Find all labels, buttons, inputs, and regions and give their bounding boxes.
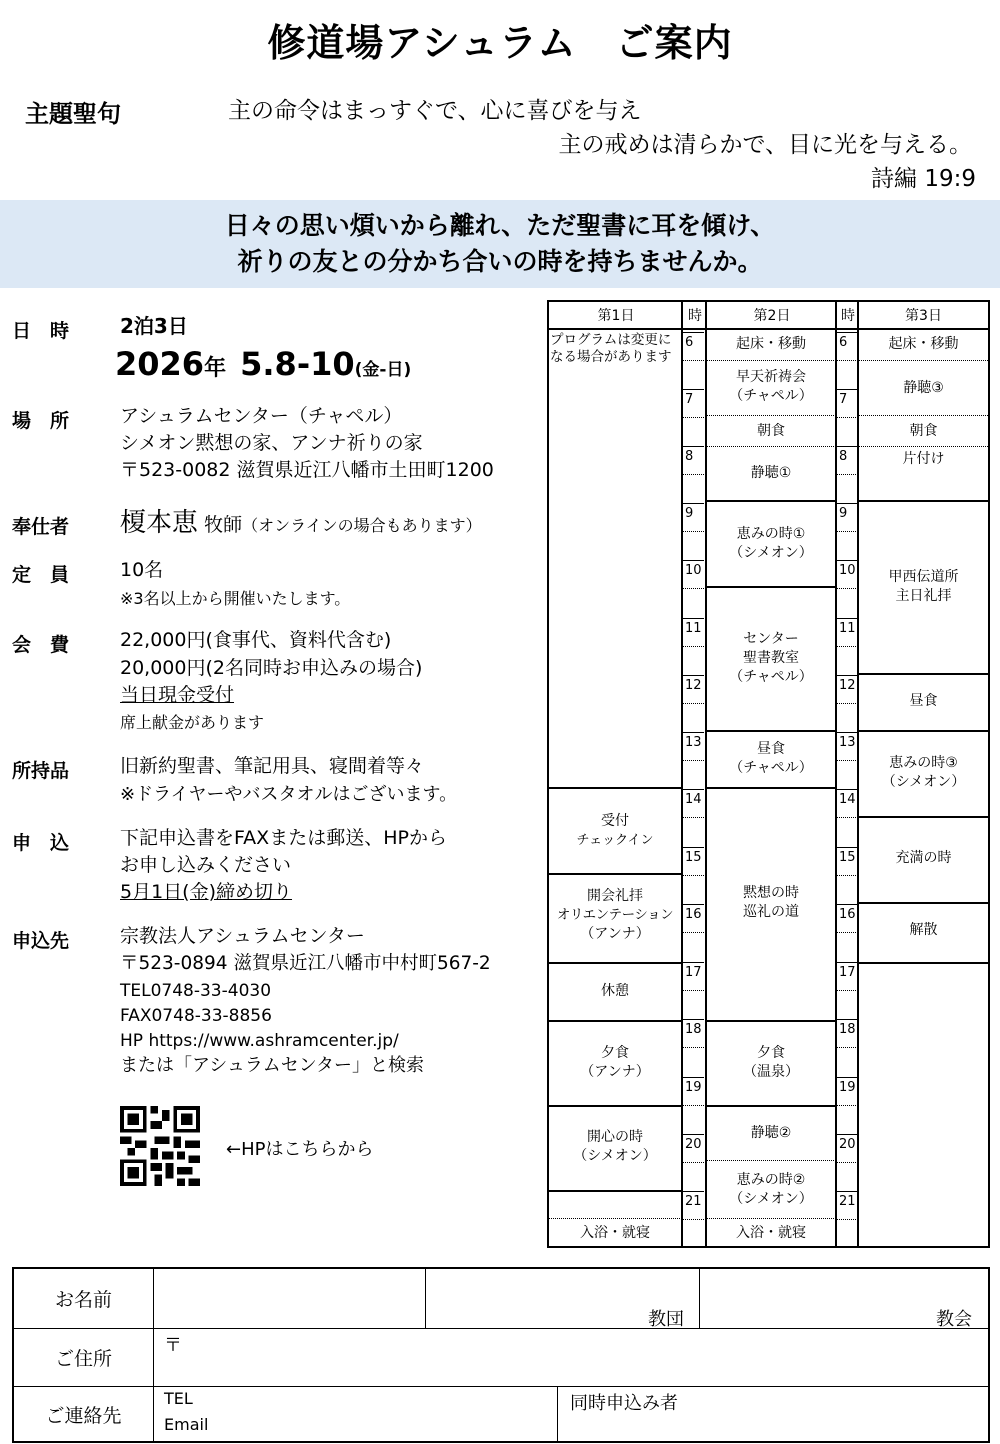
day1-bath: 入浴・就寝 (580, 1225, 650, 1241)
leader-title: 牧師 (204, 514, 243, 536)
date-nen: 年 (204, 356, 227, 381)
day1-opening-l1: 開会礼拝 (587, 888, 643, 904)
half-hour-line (836, 703, 858, 704)
hour-line (682, 675, 704, 676)
qr-code-icon[interactable] (120, 1106, 200, 1186)
half-hour-line (836, 417, 858, 418)
day2-meditation-l2: 巡礼の道 (743, 904, 799, 920)
day2-silence2: 静聴② (750, 1125, 792, 1141)
half-hour-line (836, 531, 858, 532)
apply-label: 申 込 (12, 832, 70, 854)
day3-worship-l2: 主日礼拝 (895, 588, 952, 604)
form-row-contact (14, 1387, 988, 1441)
hour-time2-15: 15 (839, 850, 856, 865)
half-hour-line (682, 817, 704, 818)
capacity-value: 10名 (120, 559, 164, 581)
capacity-note: ※3名以上から開催いたします。 (120, 589, 351, 608)
theme-verse-line1: 主の命令はまっすぐで、心に喜びを与え (228, 98, 642, 124)
hour-line (682, 1019, 704, 1020)
day3-breakfast: 朝食 (909, 423, 938, 439)
half-hour-line (836, 588, 858, 589)
fee-line4: 席上献金があります (120, 713, 265, 732)
schedule-table (547, 300, 990, 1248)
hour-line (836, 618, 858, 619)
day3-grace3 (859, 754, 988, 792)
half-hour-line (682, 417, 704, 418)
schedule-note: プログラムは変更になる場合があります (550, 332, 672, 365)
page-title: 修道場アシュラム ご案内 (267, 21, 733, 65)
invitation-banner (0, 200, 1000, 288)
hour-time2-7: 7 (839, 392, 848, 407)
hour-line (836, 1077, 858, 1078)
fee-line2: 20,000円(2名同時お申込みの場合) (120, 657, 423, 679)
half-hour-line (836, 646, 858, 647)
half-hour-line (682, 703, 704, 704)
day2-morning-prayer (707, 368, 835, 406)
name-label: お名前 (14, 1269, 154, 1328)
hour-time1-9: 9 (685, 506, 694, 521)
name-field[interactable] (154, 1269, 426, 1329)
half-hour-line (836, 1162, 858, 1163)
day1-rest: 休憩 (601, 983, 629, 999)
hour-line (682, 332, 704, 333)
half-hour-line (836, 875, 858, 876)
hour-line (836, 560, 858, 561)
leader-note: （オンラインの場合もあります） (242, 516, 482, 535)
day3-worship-l1: 甲西伝道所 (888, 569, 959, 585)
day2-lunch-l2: （チャペル） (729, 760, 813, 776)
hour-time2-19: 19 (839, 1080, 856, 1095)
day1-open-heart (549, 1128, 681, 1166)
hour-line (836, 503, 858, 504)
day3-worship (859, 568, 988, 606)
apply-line2: お申し込みください (120, 854, 292, 876)
hour-time2-21: 21 (839, 1194, 856, 1209)
items-line1: 旧新約聖書、筆記用具、寝間着等々 (120, 755, 425, 777)
hour-time2-14: 14 (839, 792, 856, 807)
banner-line1: 日々の思い煩いから離れ、ただ聖書に耳を傾け、 (224, 211, 776, 240)
hour-line (682, 904, 704, 905)
day3-dismiss: 解散 (909, 922, 938, 938)
hour-time2-10: 10 (839, 563, 856, 578)
capacity-label: 定 員 (12, 564, 70, 586)
leader-line (120, 506, 482, 543)
day3-grace3-l1: 恵みの時③ (889, 755, 958, 771)
day3-cleanup: 片付け (902, 451, 945, 467)
contact-address: 〒523-0894 滋賀県近江八幡市中村町567-2 (120, 953, 491, 974)
half-hour-line (836, 1219, 858, 1220)
hour-time1-13: 13 (685, 735, 702, 750)
hour-line (836, 847, 858, 848)
apply-deadline: 5月1日(金)締め切り (120, 881, 293, 903)
half-hour-line (836, 990, 858, 991)
day1-opening-l2: オリエンテーション (556, 907, 674, 923)
day1-dinner-l2: （アンナ） (580, 1064, 650, 1080)
day2-bible-l1: センター (743, 631, 799, 647)
hour-time2-9: 9 (839, 506, 848, 521)
hour-time2-17: 17 (839, 965, 856, 980)
day3-lunch: 昼食 (909, 693, 938, 709)
hour-line (682, 1077, 704, 1078)
church-field[interactable] (700, 1269, 988, 1329)
hour-time2-13: 13 (839, 735, 856, 750)
contact-fax: FAX0748-33-8856 (120, 1006, 272, 1026)
day2-breakfast: 朝食 (757, 423, 785, 439)
leader-label: 奉仕者 (12, 516, 70, 538)
hour-time1-11: 11 (685, 621, 702, 636)
date-main (115, 344, 411, 390)
fee-label: 会 費 (12, 634, 70, 656)
email-label: Email (164, 1415, 209, 1434)
day1-dinner (549, 1044, 681, 1082)
form-row-name (14, 1269, 988, 1329)
hour-line (836, 675, 858, 676)
hour-time1-19: 19 (685, 1080, 702, 1095)
tel-email-field[interactable] (154, 1387, 558, 1441)
half-hour-line (682, 1162, 704, 1163)
day2-bath: 入浴・就寝 (736, 1225, 806, 1241)
place-line3: 〒523-0082 滋賀県近江八幡市土田町1200 (120, 459, 494, 481)
day2-dinner-l1: 夕食 (757, 1045, 785, 1061)
day2-bible-l3: （チャペル） (729, 669, 813, 685)
hour-line (836, 389, 858, 390)
header-day1: 第1日 (549, 302, 683, 330)
theme-verse-line2: 主の戒めは清らかで、目に光を与える。 (558, 132, 972, 158)
address-field[interactable] (154, 1329, 988, 1387)
hour-line (836, 904, 858, 905)
day2-bible (707, 630, 835, 687)
leader-name: 榎本恵 (120, 508, 199, 538)
half-hour-line (682, 1047, 704, 1048)
date-weekday: (金-日) (354, 360, 412, 380)
hour-line (682, 446, 704, 447)
hour-line (836, 962, 858, 963)
hour-time2-11: 11 (839, 621, 856, 636)
day2-grace1-l2: （シメオン） (729, 545, 813, 561)
header-day2: 第2日 (707, 302, 837, 330)
half-hour-line (682, 932, 704, 933)
contact-tel: TEL0748-33-4030 (120, 981, 272, 1001)
contact-hp[interactable]: HP https://www.ashramcenter.jp/ (120, 1031, 399, 1051)
hour-line (682, 847, 704, 848)
hour-line (836, 1191, 858, 1192)
application-form (12, 1267, 990, 1443)
day2-grace1-l1: 恵みの時① (736, 526, 806, 542)
half-hour-line (682, 875, 704, 876)
hour-time2-20: 20 (839, 1137, 856, 1152)
companion-field[interactable] (558, 1387, 988, 1441)
day1-reception (549, 812, 681, 850)
day2-silence1: 静聴① (750, 465, 792, 481)
companion-label: 同時申込み者 (570, 1393, 678, 1414)
hour-time1-10: 10 (685, 563, 702, 578)
fee-line3: 当日現金受付 (120, 684, 235, 706)
hour-time1-8: 8 (685, 449, 694, 464)
day1-open-heart-l2: （シメオン） (573, 1148, 657, 1164)
date-year: 2026 (115, 345, 205, 383)
half-hour-line (836, 360, 858, 361)
half-hour-line (682, 474, 704, 475)
half-hour-line (836, 1105, 858, 1106)
place-line1: アシュラムセンター（チャペル） (120, 405, 403, 427)
hour-line (836, 1134, 858, 1135)
hour-time1-15: 15 (685, 850, 702, 865)
hour-line (682, 560, 704, 561)
day2-lunch-l1: 昼食 (757, 741, 785, 757)
hour-time1-17: 17 (685, 965, 702, 980)
header-day3: 第3日 (859, 302, 988, 330)
hour-time2-18: 18 (839, 1022, 856, 1037)
half-hour-line (836, 474, 858, 475)
day2-grace2 (707, 1171, 835, 1209)
postal-mark: 〒 (164, 1335, 182, 1356)
day2-dinner (707, 1044, 835, 1082)
hour-time1-20: 20 (685, 1137, 702, 1152)
qr-caption: ←HPはこちらから (226, 1139, 374, 1160)
hour-time1-21: 21 (685, 1194, 702, 1209)
hour-time2-12: 12 (839, 678, 856, 693)
day2-dinner-l2: （温泉） (743, 1064, 799, 1080)
hour-line (836, 446, 858, 447)
day2-grace2-l2: （シメオン） (729, 1191, 813, 1207)
day2-grace1 (707, 525, 835, 563)
half-hour-line (682, 531, 704, 532)
hour-line (682, 962, 704, 963)
contact-label-form: ご連絡先 (14, 1387, 154, 1441)
hour-time1-14: 14 (685, 792, 702, 807)
apply-line1: 下記申込書をFAXまたは郵送、HPから (120, 827, 447, 849)
hour-time1-7: 7 (685, 392, 694, 407)
place-line2: シメオン黙想の家、アンナ祈りの家 (120, 432, 423, 454)
church-group-label: 教団 (648, 1309, 684, 1330)
banner-line2: 祈りの友との分かち合いの時を持ちませんか。 (237, 247, 763, 276)
hour-line (836, 1019, 858, 1020)
theme-verse-reference: 詩編 19:9 (871, 166, 976, 192)
half-hour-line (836, 1047, 858, 1048)
theme-label: 主題聖句 (25, 100, 121, 128)
day1-open-heart-l1: 開心の時 (587, 1129, 643, 1145)
header-time2: 時 (837, 302, 859, 330)
hour-line (836, 332, 858, 333)
hour-line (836, 789, 858, 790)
half-hour-line (682, 360, 704, 361)
day1-opening (549, 887, 681, 944)
day1-dinner-l1: 夕食 (601, 1045, 629, 1061)
day3-wake: 起床・移動 (888, 336, 959, 352)
hour-line (682, 789, 704, 790)
day3-grace3-l2: （シメオン） (881, 774, 966, 790)
date-days: 5.8-10 (240, 345, 355, 383)
hour-time2-16: 16 (839, 907, 856, 922)
church-label: 教会 (936, 1309, 972, 1330)
place-label: 場 所 (12, 410, 70, 432)
contact-label: 申込先 (12, 930, 70, 952)
tel-label: TEL (164, 1389, 193, 1408)
day2-grace2-l1: 恵みの時② (736, 1172, 806, 1188)
hour-line (682, 732, 704, 733)
hour-line (682, 1191, 704, 1192)
half-hour-line (682, 990, 704, 991)
fee-line1: 22,000円(食事代、資料代含む) (120, 629, 392, 651)
hour-time2-6: 6 (839, 335, 848, 350)
hour-line (682, 389, 704, 390)
hour-time1-18: 18 (685, 1022, 702, 1037)
half-hour-line (836, 760, 858, 761)
header-time1: 時 (683, 302, 707, 330)
day3-silence3: 静聴③ (903, 380, 944, 396)
date-duration: 2泊3日 (120, 314, 188, 338)
hour-time1-16: 16 (685, 907, 702, 922)
half-hour-line (682, 588, 704, 589)
day1-reception-l2: チェックイン (576, 833, 654, 848)
day2-wake: 起床・移動 (736, 336, 806, 352)
address-label: ご住所 (14, 1329, 154, 1386)
day2-morning-prayer-l1: 早天祈祷会 (736, 369, 806, 385)
hour-line (682, 1134, 704, 1135)
half-hour-line (682, 1219, 704, 1220)
day2-bible-l2: 聖書教室 (743, 650, 799, 666)
half-hour-line (682, 1105, 704, 1106)
half-hour-line (836, 817, 858, 818)
hour-time1-12: 12 (685, 678, 702, 693)
half-hour-line (682, 760, 704, 761)
contact-search: または「アシュラムセンター」と検索 (120, 1055, 425, 1076)
hour-line (682, 503, 704, 504)
hour-time2-8: 8 (839, 449, 848, 464)
day1-reception-l1: 受付 (601, 813, 629, 829)
day2-lunch (707, 740, 835, 778)
items-line2: ※ドライヤーやバスタオルはございます。 (120, 784, 458, 805)
hour-time1-6: 6 (685, 335, 694, 350)
half-hour-line (836, 932, 858, 933)
day2-morning-prayer-l2: （チャペル） (729, 388, 813, 404)
day3-fullness: 充満の時 (895, 850, 952, 866)
day2-meditation (707, 884, 835, 922)
half-hour-line (682, 646, 704, 647)
items-label: 所持品 (12, 760, 70, 782)
hour-line (682, 618, 704, 619)
date-label: 日 時 (12, 320, 70, 342)
hour-line (836, 732, 858, 733)
form-row-address (14, 1329, 988, 1387)
day2-meditation-l1: 黙想の時 (743, 885, 799, 901)
contact-org: 宗教法人アシュラムセンター (120, 925, 365, 947)
day1-opening-l3: （アンナ） (580, 926, 650, 942)
